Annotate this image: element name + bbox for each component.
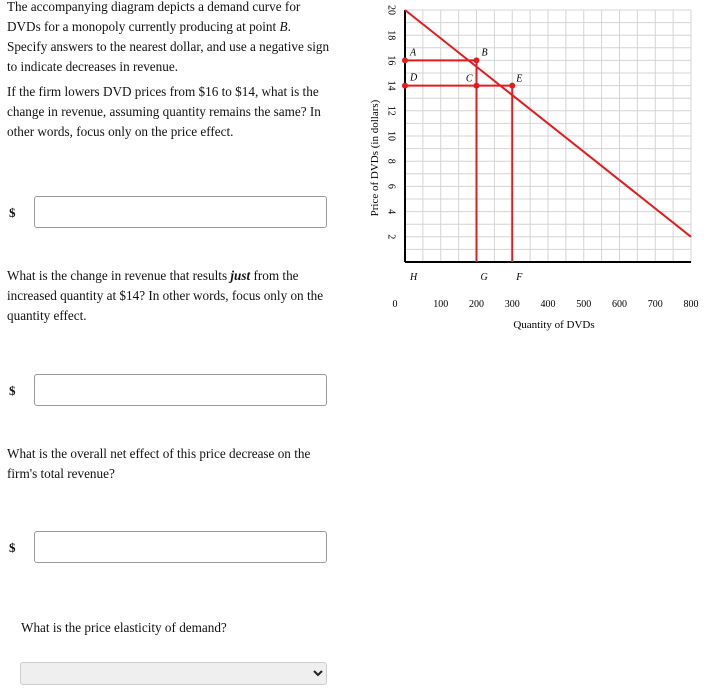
x-tick-label: 800 (683, 299, 699, 310)
grid-lines (405, 10, 691, 262)
question-2-text: If the firm lowers DVD prices from $16 to $14, what is the change in revenue, assuming quantity remains the same? In other words, focus only on the price effect. (7, 84, 321, 139)
point-d-dot (402, 83, 408, 89)
x-tick-label: 300 (504, 299, 520, 310)
y-tick-label: 20 (385, 5, 397, 15)
point-label-b: B (481, 47, 488, 59)
x-tick-label: 0 (392, 299, 398, 310)
y-tick-label: 4 (385, 209, 397, 215)
y-axis-title: Price of DVDs (in dollars) (369, 99, 381, 217)
x-tick-label: 700 (647, 299, 663, 310)
currency-label-2: $ (9, 383, 16, 398)
question-5-text: What is the price elasticity of demand? (21, 620, 227, 635)
y-tick-label: 18 (385, 30, 397, 41)
y-tick-label: 16 (385, 55, 397, 66)
point-label-c: C (465, 73, 473, 85)
y-tick-label: 12 (385, 105, 397, 116)
x-tick-label: 200 (469, 299, 484, 310)
question-3-text: What is the change in revenue that results just from the increased quantity at $14? In other words, focus only on the quantity effect. (7, 268, 324, 323)
point-b-dot (474, 57, 480, 63)
y-tick-label: 10 (385, 131, 397, 141)
point-label-d: D (410, 72, 418, 84)
point-label-f: F (516, 272, 523, 283)
currency-label-1: $ (9, 205, 16, 220)
y-tick-label: 14 (385, 80, 397, 91)
x-tick-label: 100 (433, 299, 449, 310)
x-tick-label: 400 (540, 299, 556, 310)
point-a-dot (402, 57, 408, 63)
x-tick-label: 600 (612, 299, 627, 310)
y-tick-label: 8 (385, 158, 397, 164)
point-e-dot (509, 83, 515, 89)
point-label-h: H (410, 272, 418, 283)
question-4-text: What is the overall net effect of this price decrease on the firm's total revenue? (7, 446, 311, 481)
point-label-a: A (410, 47, 417, 59)
y-tick-label: 2 (385, 234, 397, 240)
chart-labels (369, 5, 699, 331)
x-tick-label: 500 (576, 299, 592, 310)
point-label-g: G (480, 272, 488, 283)
currency-label-3: $ (9, 540, 16, 555)
x-axis-title: Quantity of DVDs (513, 319, 595, 331)
y-tick-label: 6 (385, 183, 397, 189)
point-c-dot (474, 83, 480, 89)
point-label-e: E (516, 73, 523, 85)
question-1-text: The accompanying diagram depicts a demand curve for DVDs for a monopoly currently producing at point B. Specify answers to the nearest dollar, and use a negative sign to indicate decreases in revenue. (7, 0, 330, 74)
